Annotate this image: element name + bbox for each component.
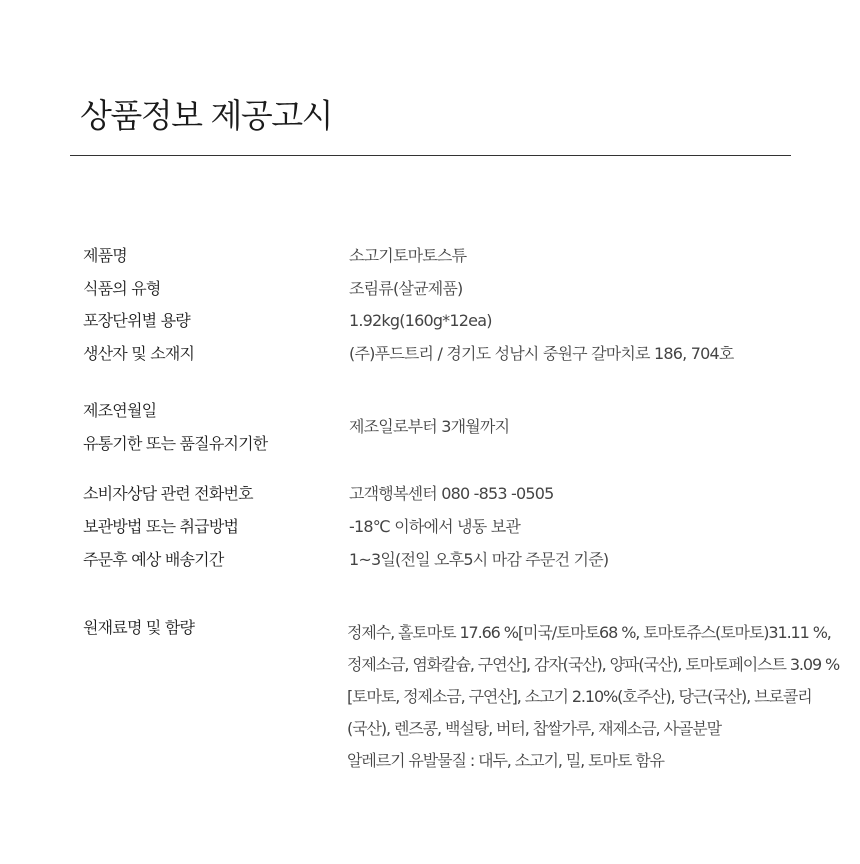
ingredients-line: 정제수, 홀토마토 17.66 %[미국/토마토68 %, 토마토쥬스(토마토)31.11 %, xyxy=(347,623,831,642)
label-customer-phone: 소비자상담 관련 전화번호 xyxy=(83,484,253,503)
value-storage: -18℃ 이하에서 냉동 보관 xyxy=(349,517,521,536)
allergen-line: 알레르기 유발물질 : 대두, 소고기, 밀, 토마토 함유 xyxy=(347,751,664,770)
value-product-name: 소고기토마토스튜 xyxy=(349,246,467,265)
value-delivery-period: 1~3일(전일 오후5시 마감 주문건 기준) xyxy=(349,550,609,569)
value-expiration: 제조일로부터 3개월까지 xyxy=(349,417,510,436)
page-title: 상품정보 제공고시 xyxy=(80,96,333,135)
ingredients-line: [토마토, 정제소금, 구연산], 소고기 2.10%(호주산), 당근(국산), 브로콜리 xyxy=(347,687,812,706)
ingredients-line: (국산), 렌즈콩, 백설탕, 버터, 찹쌀가루, 재제소금, 사골분말 xyxy=(347,719,721,738)
title-divider xyxy=(70,155,791,156)
label-expiration: 유통기한 또는 품질유지기한 xyxy=(83,434,268,453)
value-package-capacity: 1.92kg(160g*12ea) xyxy=(349,311,492,330)
ingredients-list xyxy=(347,617,847,777)
value-food-type: 조림류(살균제품) xyxy=(349,279,463,298)
label-product-name: 제품명 xyxy=(83,246,127,265)
label-delivery-period: 주문후 예상 배송기간 xyxy=(83,550,224,569)
ingredients-line: 정제소금, 염화칼슘, 구연산], 감자(국산), 양파(국산), 토마토페이스트 3.09 % xyxy=(347,655,840,674)
label-ingredients: 원재료명 및 함량 xyxy=(83,618,195,637)
label-package-capacity: 포장단위별 용량 xyxy=(83,311,190,330)
label-storage: 보관방법 또는 취급방법 xyxy=(83,517,239,536)
label-manufacture-date: 제조연월일 xyxy=(83,401,157,420)
label-manufacturer: 생산자 및 소재지 xyxy=(83,344,195,363)
label-food-type: 식품의 유형 xyxy=(83,279,161,298)
value-customer-phone: 고객행복센터 080 -853 -0505 xyxy=(349,484,554,503)
value-manufacturer: (주)푸드트리 / 경기도 성남시 중원구 갈마치로 186, 704호 xyxy=(349,344,734,363)
